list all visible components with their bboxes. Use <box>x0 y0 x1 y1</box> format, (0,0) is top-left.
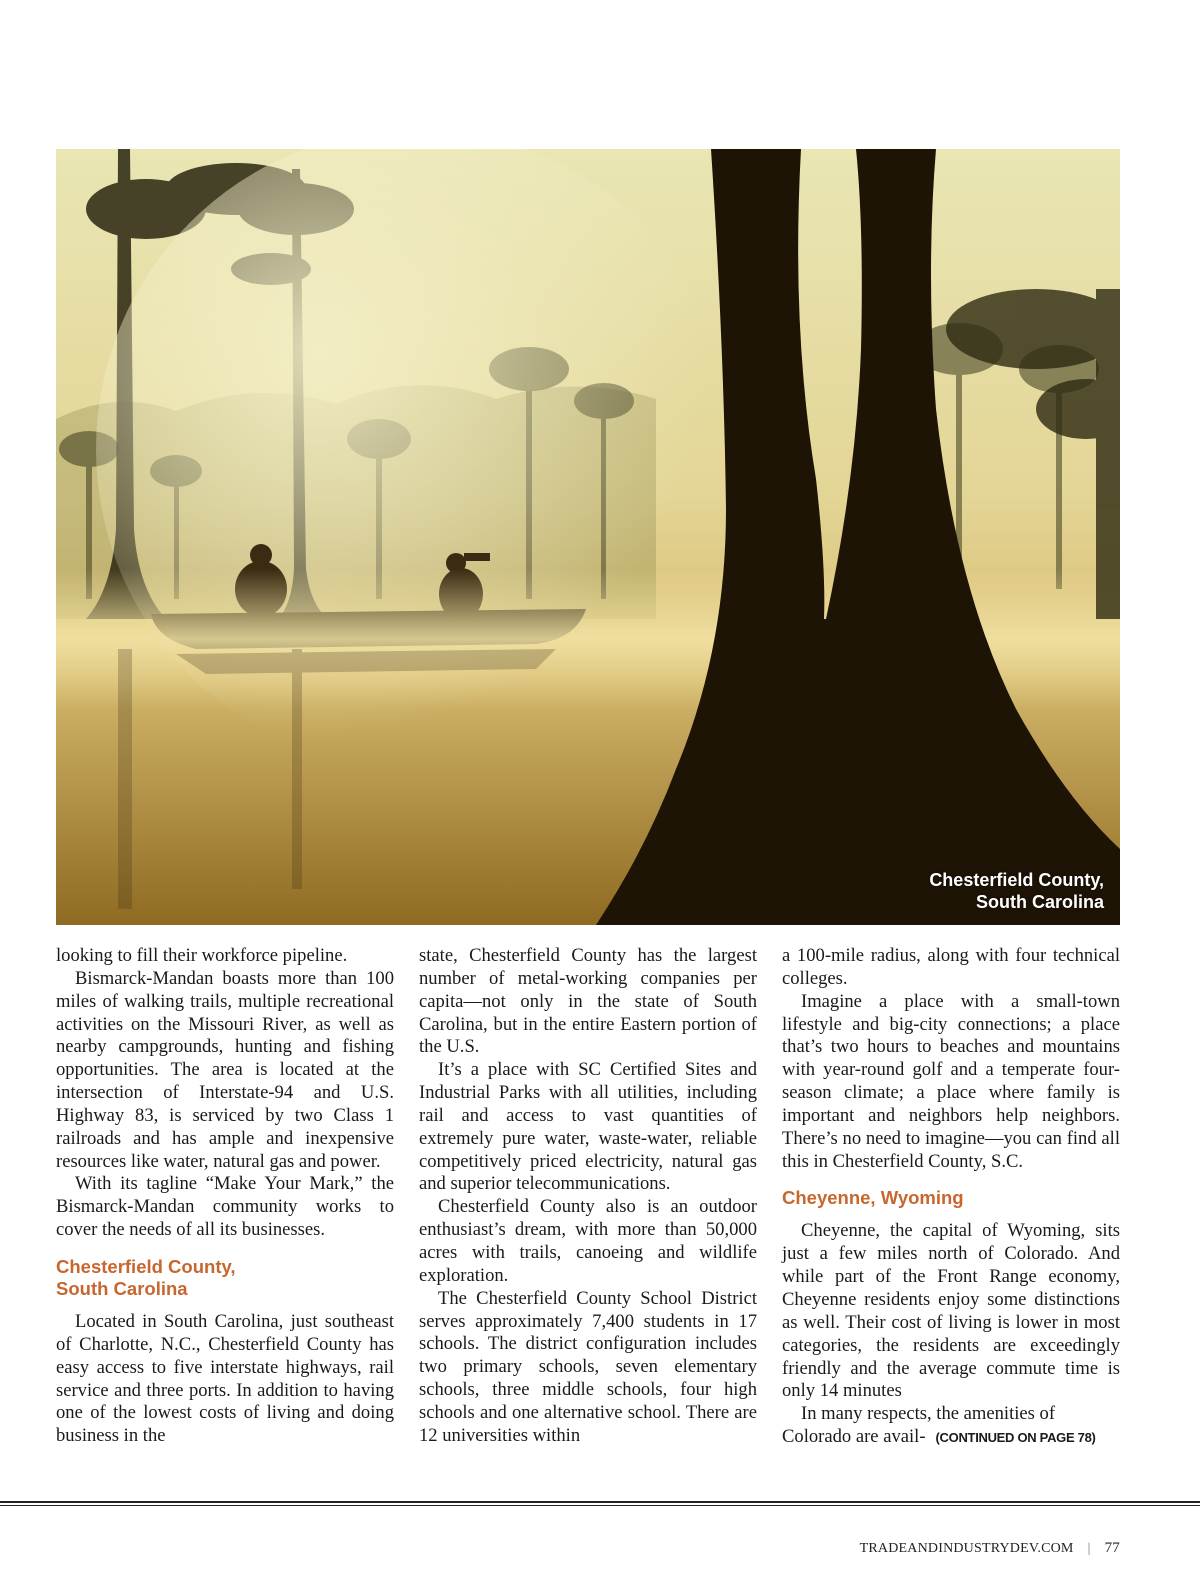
paragraph-last <box>782 1403 1120 1450</box>
cypress-swamp-illustration <box>56 149 1120 925</box>
footer-rule-thin <box>0 1505 1200 1506</box>
section-heading-chesterfield <box>56 1256 394 1300</box>
caption-line-1: Chesterfield County, <box>929 870 1104 890</box>
heading-line-1: Chesterfield County, <box>56 1255 236 1277</box>
paragraph: looking to fill their workforce pipeline. <box>56 945 348 966</box>
paragraph: Located in South Carolina, just southeast of Charlotte, N.C., Chesterfield County has easy access to five interstate highways, rail service and three ports. In addition to having one of the lowest costs of living and doing business in the <box>56 1310 394 1447</box>
paragraph: The Chesterfield County School District serves approximately 7,400 students in 17 schools. The district configuration includes two primary schools, seven elementary schools, three middle schools, four high schools and one alternative school. There are 12 universities within <box>419 1287 757 1446</box>
footer-site[interactable]: TRADEANDINDUSTRYDEV.COM <box>859 1541 1074 1556</box>
paragraph: a 100-mile radius, along with four technical colleges. <box>782 945 1120 989</box>
paragraph: With its tagline “Make Your Mark,” the Bismarck-Mandan community works to cover the needs of all its businesses. <box>56 1173 394 1241</box>
paragraph-text: In many respects, the amenities of Colorado are avail- <box>782 1403 1056 1448</box>
paragraph: Chesterfield County also is an outdoor enthusiast’s dream, with more than 50,000 acres with trails, canoeing and wildlife exploration. <box>419 1196 757 1286</box>
paragraph: Imagine a place with a small-town lifestyle and big-city connections; a place that’s two hours to beaches and mountains with year-round golf and a temperate four-season climate; a place where family is important and neighbors help neighbors. There’s no need to imagine—you can find all this in Chesterfield County, S.C. <box>782 990 1120 1172</box>
swamp-photo <box>56 149 1120 925</box>
paragraph: Cheyenne, the capital of Wyoming, sits just a few miles north of Colorado. And while part of the Front Range economy, Cheyenne residents enjoy some distinctions as well. Their cost of living is lower in most categories, the residents are exceedingly friendly and the average commute time is only 14 minutes <box>782 1220 1120 1402</box>
article-column-3 <box>782 945 1120 1450</box>
paragraph: Bismarck-Mandan boasts more than 100 miles of walking trails, multiple recreational activities on the Missouri River, as well as nearby campgrounds, hunting and fishing opportunities. The area is located at the intersection of Interstate-94 and U.S. Highway 83, is serviced by two Class 1 railroads and has ample and inexpensive resources like water, natural gas and power. <box>56 967 394 1172</box>
footer-rule-thick <box>0 1501 1200 1503</box>
article-column-1 <box>56 945 394 1448</box>
continued-jump-link[interactable]: (CONTINUED ON PAGE 78) <box>935 1430 1096 1446</box>
article-column-2 <box>419 945 757 1448</box>
section-heading-cheyenne: Cheyenne, Wyoming <box>782 1187 964 1209</box>
photo-caption <box>929 869 1104 913</box>
footer-separator: | <box>1087 1541 1091 1556</box>
paragraph: state, Chesterfield County has the largest number of metal-working companies per capita—not only in the state of South Carolina, but in the entire Eastern portion of the U.S. <box>419 945 757 1058</box>
caption-line-2: South Carolina <box>975 892 1104 912</box>
paragraph: It’s a place with SC Certified Sites and Industrial Parks with all utilities, including rail and access to vast quantities of extremely pure water, waste-water, reliable competitively priced electricity, natural gas and superior telecommunications. <box>419 1059 757 1195</box>
page-footer <box>860 1540 1120 1557</box>
page-number: 77 <box>1104 1540 1120 1556</box>
heading-line-2: South Carolina <box>56 1277 188 1299</box>
